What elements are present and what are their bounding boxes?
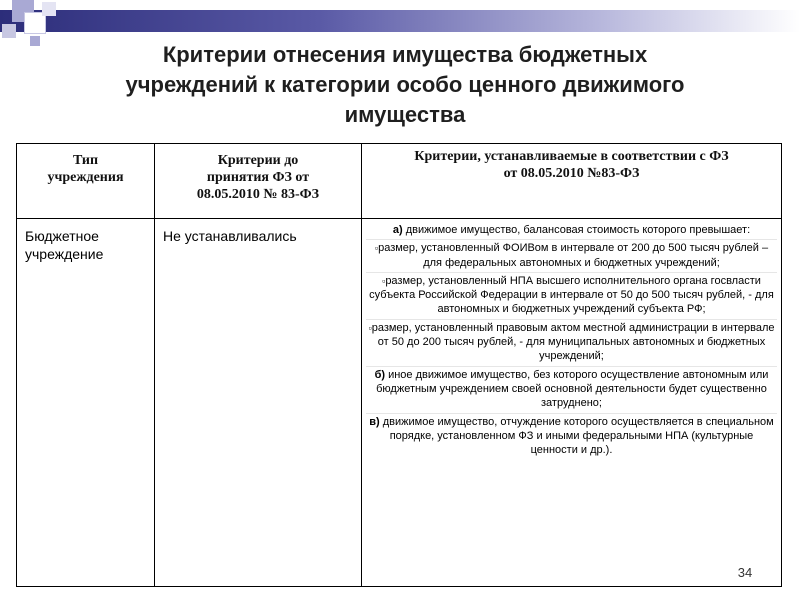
header-decoration-bar	[0, 10, 800, 32]
criteria-mark: а)	[392, 224, 403, 236]
criteria-item	[366, 240, 777, 273]
header-text: Критерии, устанавливаемые в соответствии с ФЗ	[414, 149, 729, 164]
institution-type-text: Бюджетное	[25, 228, 99, 244]
criteria-item	[366, 222, 777, 240]
criteria-mark: б)	[374, 368, 386, 381]
institution-type-text: учреждение	[25, 246, 104, 262]
header-text: от 08.05.2010 №83-ФЗ	[503, 166, 640, 181]
table-header-row	[17, 144, 782, 219]
square-bullet-icon: ▫	[382, 275, 386, 286]
criteria-item	[366, 367, 777, 414]
header-cell-criteria	[362, 144, 782, 219]
title-line: Критерии отнесения имущества бюджетных	[162, 42, 648, 67]
decorative-square	[30, 36, 40, 46]
header-text: учреждения	[47, 170, 124, 185]
title-line: учреждений к категории особо ценного движимого	[125, 72, 685, 97]
criteria-text: размер, установленный НПА высшего исполнительного органа госвласти субъекта Российской Федерации в интервале от 50 до 500 тысяч рублей, - для автономных и бюджетных учреждений субъекта РФ;	[369, 274, 774, 316]
slide-title	[60, 40, 750, 130]
header-text: принятия ФЗ от	[206, 170, 310, 185]
title-line: имущества	[344, 102, 466, 127]
page-number: 34	[737, 565, 753, 580]
decorative-square	[42, 2, 56, 16]
table-row	[17, 219, 782, 587]
criteria-item	[366, 320, 777, 367]
criteria-item	[366, 414, 777, 460]
criteria-table	[16, 143, 782, 587]
header-text: Тип	[72, 153, 99, 168]
cell-before-criteria	[155, 219, 362, 587]
square-bullet-icon: ▫	[368, 322, 372, 333]
header-text: 08.05.2010 № 83-ФЗ	[196, 187, 320, 202]
decorative-square	[2, 24, 16, 38]
cell-institution-type	[17, 219, 155, 587]
header-cell-type	[17, 144, 155, 219]
criteria-list	[362, 219, 781, 459]
criteria-text: движимое имущество, балансовая стоимость которого превышает:	[402, 224, 751, 236]
header-text: Критерии до	[217, 153, 299, 168]
criteria-text: движимое имущество, отчуждение которого осуществляется в специальном порядке, установленном ФЗ и иными федеральными НПА (культурные ценности и др.).	[379, 415, 774, 457]
criteria-mark: в)	[369, 415, 380, 428]
header-cell-before	[155, 144, 362, 219]
criteria-item	[366, 273, 777, 320]
criteria-text: размер, установленный правовым актом местной администрации в интервале от 50 до 200 тысяч рублей, - для муниципальных автономных и бюджетных учреждений;	[371, 321, 775, 363]
square-bullet-icon: ▫	[374, 243, 379, 254]
criteria-text: иное движимое имущество, без которого осуществление автономным или бюджетным учреждением своей основной деятельности будет существенно затруднено;	[376, 368, 769, 410]
cell-new-criteria	[362, 219, 782, 587]
criteria-text: размер, установленный ФОИВом в интервале от 200 до 500 тысяч рублей – для федеральных автономных и бюджетных учреждений;	[378, 242, 769, 269]
before-criteria-text: Не устанавливались	[163, 228, 297, 244]
